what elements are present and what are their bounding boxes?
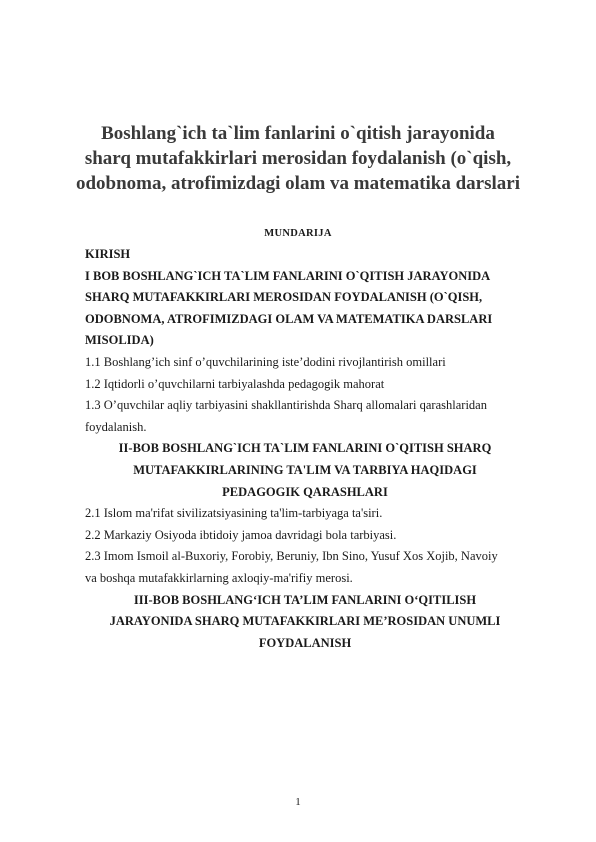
toc-chapter-1-line: ODOBNOMA, ATROFIMIZDAGI OLAM VA MATEMATIKA DARSLARI [85,311,493,326]
toc-chapter-3-line: FOYDALANISH [258,635,352,650]
toc-intro: KIRISH [85,247,131,261]
title-line: sharq mutafakkirlari merosidan foydalanish (o`qish, [84,148,512,169]
document-title [60,121,536,196]
toc-chapter-1-line: SHARQ MUTAFAKKIRLARI MEROSIDAN FOYDALANISH (O`QISH, [85,290,483,305]
toc-section-item: va boshqa mutafakkirlarning axloqiy-ma'rifiy merosi. [85,570,353,585]
toc-chapter-3-line: JARAYONIDA SHARQ MUTAFAKKIRLARI ME’ROSIDAN UNUMLI [109,614,501,629]
toc-section-item: 1.3 O’quvchilar aqliy tarbiyasini shakllantirishda Sharq allomalari qarashlaridan [85,398,487,413]
title-line: Boshlang`ich ta`lim fanlarini o`qitish jarayonida [101,123,495,144]
title-line: odobnoma, atrofimizdagi olam va matematika darslari [75,173,520,194]
toc-section-item: 1.1 Boshlang’ich sinf o’quvchilarining iste’dodini rivojlantirish omillari [85,354,446,369]
toc-chapter-3-line: III-BOB BOSHLANG‘ICH TA’LIM FANLARINI O‘QITILISH [133,592,477,607]
page-number: 1 [295,796,301,808]
toc-section-item: 2.3 Imom Ismoil al-Buxoriy, Forobiy, Beruniy, Ibn Sino, Yusuf Xos Xojib, Navoiy [85,549,498,564]
toc-section-item: foydalanish. [85,419,147,434]
toc-section-item: 2.1 Islom ma'rifat sivilizatsiyasining ta'lim-tarbiyaga ta'siri. [85,506,383,521]
toc-section-item: 1.2 Iqtidorli o’quvchilarni tarbiyalashda pedagogik mahorat [85,376,385,391]
table-of-contents [85,244,525,654]
contents-heading: MUNDARIJA [264,228,332,239]
toc-section-item: 2.2 Markaziy Osiyoda ibtidoiy jamoa davridagi bola tarbiyasi. [85,527,397,542]
toc-chapter-2-line: PEDAGOGIK QARASHLARI [222,484,388,499]
toc-chapter-2-line: II-BOB BOSHLANG`ICH TA`LIM FANLARINI O`QITISH SHARQ [118,441,492,456]
toc-chapter-1-line: I BOB BOSHLANG`ICH TA`LIM FANLARINI O`QITISH JARAYONIDA [85,268,491,283]
toc-chapter-1-line: MISOLIDA) [85,333,154,348]
toc-chapter-2-line: MUTAFAKKIRLARINING TA'LIM VA TARBIYA HAQIDAGI [133,462,477,477]
